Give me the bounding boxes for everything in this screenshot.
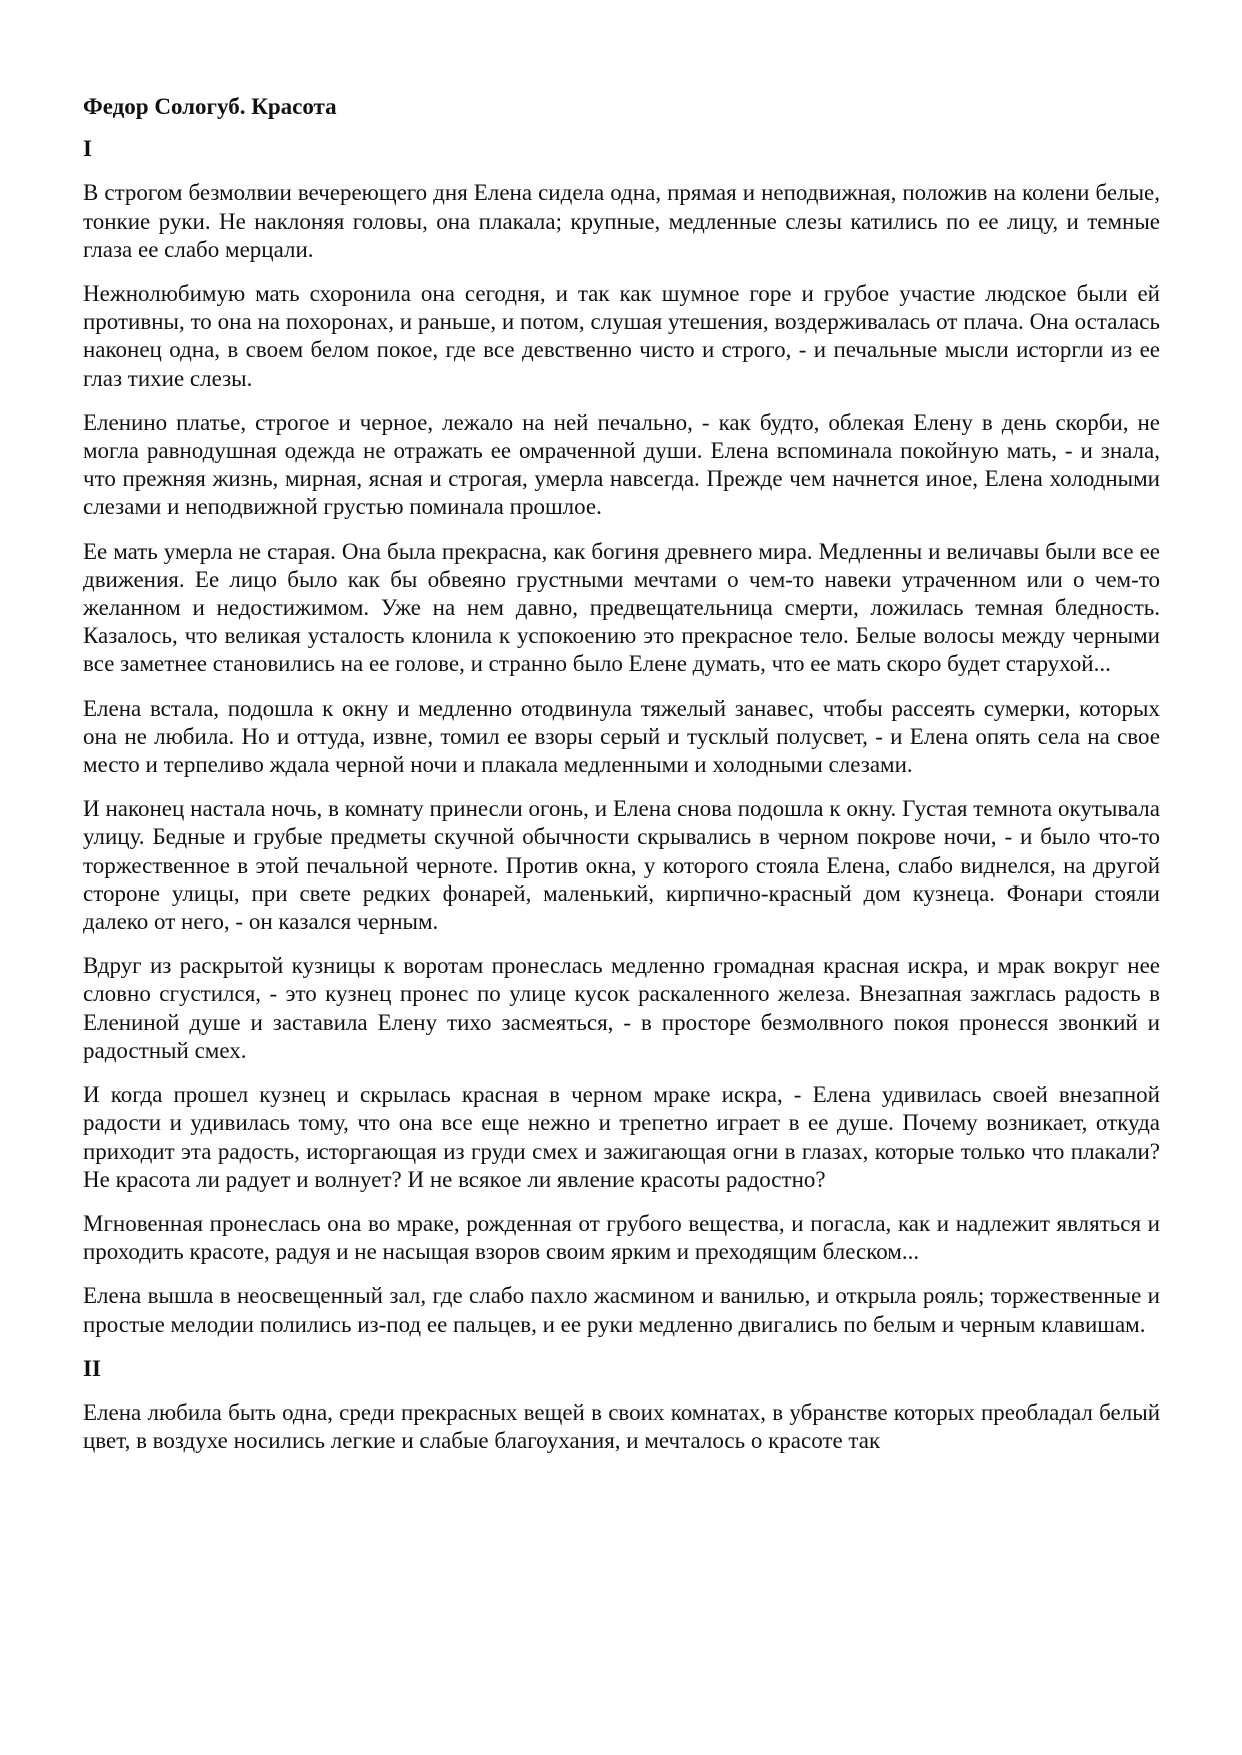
paragraph: Вдруг из раскрытой кузницы к воротам пронеслась медленно громадная красная искра, и мрак вокруг нее словно сгустился, - это кузнец пронес по улице кусок раскаленного железа. Внезапная зажглась радость в Елениной душе и заставила Елену тихо засмеяться, - в просторе безмолвного покоя пронесся звонкий и радостный смех.	[83, 953, 1160, 1063]
paragraph: Елена встала, подошла к окну и медленно отодвинула тяжелый занавес, чтобы рассеять сумерки, которых она не любила. Но и оттуда, извне, томил ее взоры серый и тусклый полусвет, - и Елена опять села на свое место и терпеливо ждала черной ночи и плакала медленными и холодными слезами.	[83, 695, 1160, 778]
document-title: Федор Сологуб. Красота	[83, 94, 337, 119]
chapter-heading-1: I	[83, 136, 92, 162]
paragraph: Елена вышла в неосвещенный зал, где слабо пахло жасмином и ванилью, и открыла рояль; торжественные и простые мелодии полились из-под ее пальцев, и ее руки медленно двигались по белым и черным клавишам.	[83, 1283, 1160, 1337]
paragraph: Мгновенная пронеслась она во мраке, рожденная от грубого вещества, и погасла, как и надлежит являться и проходить красоте, радуя и не насыщая взоров своим ярким и преходящим блеском...	[83, 1210, 1160, 1265]
paragraph: И наконец настала ночь, в комнату принесли огонь, и Елена снова подошла к окну. Густая темнота окутывала улицу. Бедные и грубые предметы скучной обычности скрывались в черном покрове ночи, - и было что-то торжественное в этой печальной черноте. Против окна, у которого стояла Елена, слабо виднелся, на другой стороне улицы, при свете редких фонарей, маленький, кирпично-красный дом кузнеца. Фонари стояли далеко от него, - он казался черным.	[83, 796, 1160, 935]
chapter-heading-2: II	[83, 1355, 101, 1381]
paragraph: Еленино платье, строгое и черное, лежало на ней печально, - как будто, облекая Елену в день скорби, не могла равнодушная одежда не отражать ее омраченной души. Елена вспоминала покойную мать, - и знала, что прежняя жизнь, мирная, ясная и строгая, умерла навсегда. Прежде чем начнется иное, Елена холодными слезами и неподвижной грустью поминала прошлое.	[83, 409, 1160, 520]
paragraph: В строгом безмолвии вечереющего дня Елена сидела одна, прямая и неподвижная, положив на колени белые, тонкие руки. Не наклоняя головы, она плакала; крупные, медленные слезы катились по ее лицу, и темные глаза ее слабо мерцали.	[83, 180, 1160, 262]
document-page	[83, 93, 1160, 1471]
paragraph: Нежнолюбимую мать схоронила она сегодня, и так как шумное горе и грубое участие людское были ей противны, то она на похоронах, и раньше, и потом, слушая утешения, воздерживалась от плача. Она осталась наконец одна, в своем белом покое, где все девственно чисто и строго, - и печальные мысли исторгли из ее глаз тихие слезы.	[83, 281, 1160, 391]
paragraph: И когда прошел кузнец и скрылась красная в черном мраке искра, - Елена удивилась своей внезапной радости и удивилась тому, что она все еще нежно и трепетно играет в ее душе. Почему возникает, откуда приходит эта радость, исторгающая из груди смех и зажигающая огни в глазах, которые только что плакали? Не красота ли радует и волнует? И не всякое ли явление красоты радостно?	[83, 1082, 1160, 1192]
paragraph: Елена любила быть одна, среди прекрасных вещей в своих комнатах, в убранстве которых преобладал белый цвет, в воздухе носились легкие и слабые благоухания, и мечталось о красоте так	[83, 1399, 1160, 1454]
paragraph: Ее мать умерла не старая. Она была прекрасна, как богиня древнего мира. Медленны и величавы были все ее движения. Ее лицо было как бы обвеяно грустными мечтами о чем-то навеки утраченном или о чем-то желанном и недостижимом. Уже на нем давно, предвещательница смерти, ложилась темная бледность. Казалось, что великая усталость клонила к успокоению это прекрасное тело. Белые волосы между черными все заметнее становились на ее голове, и странно было Елене думать, что ее мать скоро будет старухой...	[83, 538, 1160, 677]
